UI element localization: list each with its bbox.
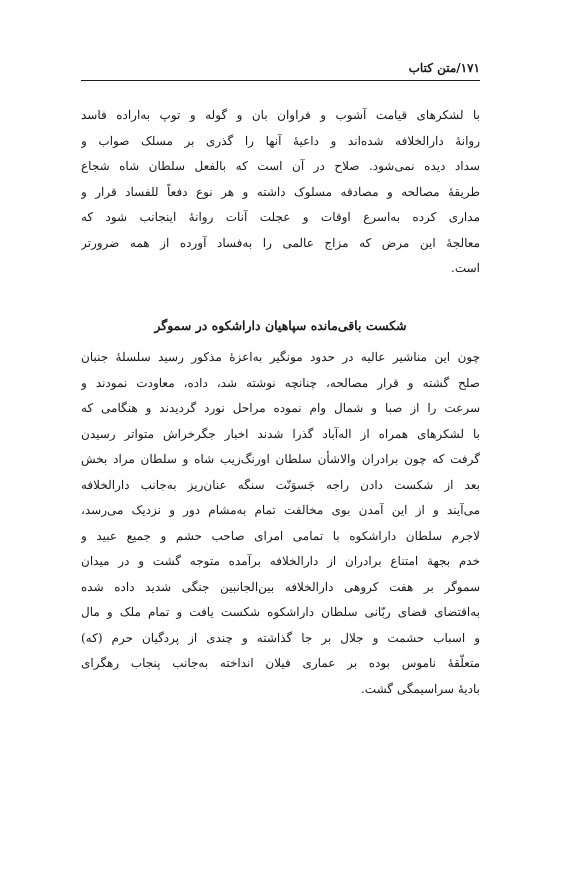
paragraph-line: به‌اقتضای قضای ربّانی سلطان داراشکوه شکست یافت و تمام ملک و مال — [81, 605, 480, 619]
paragraph-line: گرفت که چون برادران والاشأن سلطان اورنگ‌زیب شاه و سلطان مراد بخش — [81, 452, 480, 466]
paragraph-line: با لشکرهای همراه از اله‌آباد گذرا شدند اخبار جگرخراش متواتر رسیدن — [81, 426, 480, 441]
paragraph-line: طریقهٔ مصالحه و مصادقه مسلوک داشته و هر نوع دفعاً للفساد قرار و — [81, 184, 480, 199]
paragraph-line: با لشکرهای قیامت آشوب و فراوان بان و گوله و توپ به‌اراده فاسد — [81, 108, 480, 122]
paragraph-line: سداد دیده نمی‌شود. صلاح در آن است که بالفعل سلطان شاه شجاع — [81, 159, 480, 173]
paragraph-line: سرعت را از صبا و شمال وام نموده مراحل نورد گردیدند و هنگامی که — [81, 401, 480, 415]
paragraph-line: چون این مناشیر عالیه در حدود مونگیر به‌اعزهٔ مذکور رسید سلسلهٔ جنبان — [81, 350, 480, 364]
paragraph-line: لاجرم سلطان داراشکوه با تمامی امرای صاحب حشم و جمیع عبید و — [81, 528, 480, 543]
section-heading: شکست باقی‌مانده سپاهیان داراشکوه در سموگر — [154, 318, 407, 333]
paragraph-line: خدم بجهة امتناع برادران از دارالخلافه برآمده متوجه گشت و در میدان — [81, 554, 480, 568]
paragraph-1 — [81, 103, 480, 282]
book-page — [81, 0, 480, 875]
paragraph-line: می‌آیند و از این آمدن بوی مخالفت تمام به‌مشام دور و نزدیک می‌رسد، — [81, 503, 480, 517]
paragraph-line: است. — [451, 261, 480, 275]
paragraph-2 — [81, 345, 480, 702]
paragraph-line: سموگر بر هفت کروهی دارالخلافه بین‌الجانبین جنگی شدید داده شده — [81, 579, 480, 594]
paragraph-line: صلح گشته و قرار مصالحه، چنانچه نوشته شد، داده، معاودت نمودند و — [81, 375, 480, 390]
paragraph-line: معالجهٔ این مرض که مزاج عالمی را به‌فساد آورده از همه ضرورتر — [81, 235, 480, 250]
paragraph-line: متعلّقهٔ ناموس بوده بر عماری فیلان انداخته به‌جانب پنجاب رهگرای — [81, 656, 480, 670]
paragraph-line: مداری کرده به‌اسرع اوقات و عجلت آنات روانهٔ اینجانب شود که — [81, 210, 480, 224]
paragraph-line: و اسباب حشمت و جلال بر جا گذاشته و چندی از پردگیان حرم (که) — [81, 630, 480, 645]
paragraph-line: روانهٔ دارالخلافه شده‌اند و داعیهٔ آنها را گذری بر مسلک صواب و — [81, 133, 480, 148]
running-head: ۱۷۱/متن کتاب — [81, 58, 480, 81]
paragraph-line: بادیهٔ سراسیمگی گشت. — [360, 681, 480, 696]
paragraph-line: بعد از شکست دادن راجه جَسوَنّت سنگه عنان‌ریز به‌جانب دارالخلافه — [81, 477, 480, 492]
